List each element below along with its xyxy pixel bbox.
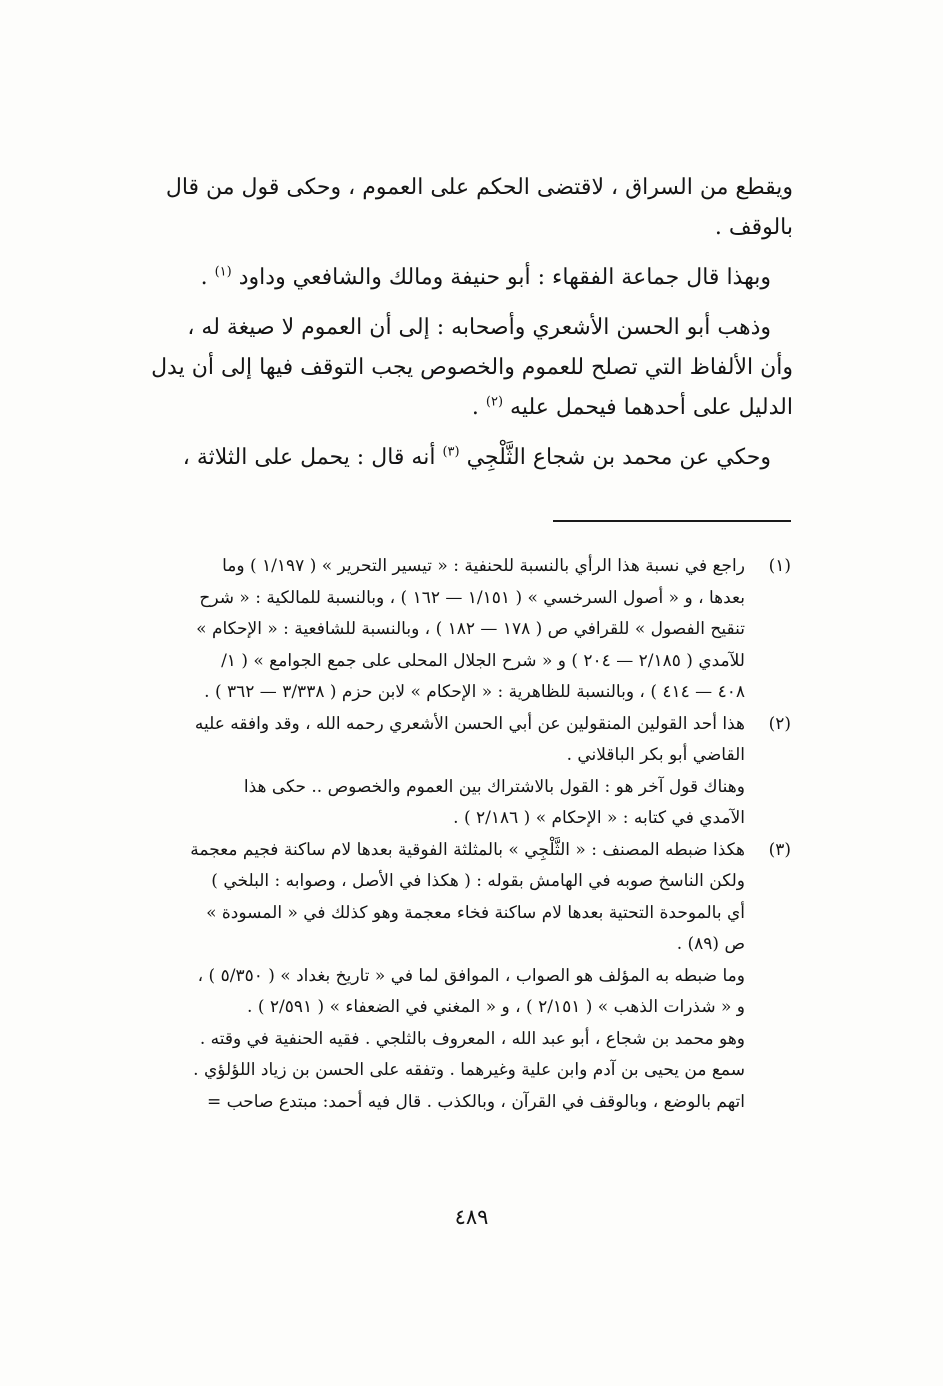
footnote-number: (١) bbox=[768, 556, 791, 576]
text-line: وحكي عن محمد بن شجاع الثَّلْجِي bbox=[466, 445, 771, 470]
footnote-1 bbox=[154, 551, 791, 709]
footnote-line: هكذا ضبطه المصنف : « الثَّلْجِي » بالمثلثة الفوقية بعدها لام ساكنة فجيم معجمة bbox=[190, 839, 745, 860]
text-line: وذهب أبو الحسن الأشعري وأصحابه : إلى أن العموم لا صيغة له ، bbox=[187, 315, 771, 340]
page-number: ٤٨٩ bbox=[454, 1205, 489, 1229]
footnote-line: وهو محمد بن شجاع ، أبو عبد الله ، المعروف بالثلجي . فقيه الحنفية في وقته . bbox=[199, 1028, 745, 1049]
text-line: الدليل على أحدهما فيحمل عليه bbox=[510, 395, 793, 420]
text-line: ويقطع من السراق ، لاقتضى الحكم على العموم ، وحكى قول من قال bbox=[165, 175, 793, 200]
footnote-line: ص (٨٩) . bbox=[676, 934, 745, 954]
footnote-number: (٣) bbox=[768, 839, 791, 860]
text-line: بالوقف . bbox=[714, 215, 793, 240]
paragraph-2 bbox=[151, 258, 793, 298]
footnotes bbox=[154, 551, 791, 1118]
text-line: أنه قال : يحمل على الثلاثة ، bbox=[182, 445, 436, 470]
footnote-ref: (١) bbox=[214, 264, 232, 280]
footnote-line: ولكن الناسخ صوبه في الهامش بقوله : ( هكذا في الأصل ، وصوابه : البلخي ) bbox=[211, 871, 745, 891]
footnote-line: وما ضبطه به المؤلف هو الصواب ، الموافق لما في « تاريخ بغداد » ( ٥/٣٥٠ ) ، bbox=[197, 965, 745, 986]
text-line: . bbox=[471, 395, 479, 420]
footnote-ref: (٢) bbox=[485, 394, 504, 410]
footnote-line: وهناك قول آخر هو : القول بالاشتراك بين العموم والخصوص .. حكى هذا bbox=[243, 776, 745, 797]
footnote-line: تنقيح الفصول » للقرافي ص ( ١٧٨ — ١٨٢ ) ، وبالنسبة للشافعية : « الإحكام » bbox=[196, 619, 745, 639]
footnote-2 bbox=[154, 709, 791, 835]
text-line: وأن الألفاظ التي تصلح للعموم والخصوص يجب التوقف فيها إلى أن يدل bbox=[151, 355, 793, 380]
paragraph-1 bbox=[151, 168, 793, 248]
footnote-line: هذا أحد القولين المنقولين عن أبي الحسن الأشعري رحمه الله ، وقد وافقه عليه bbox=[194, 713, 745, 734]
text-line: . bbox=[200, 265, 208, 290]
paragraph-3 bbox=[151, 308, 793, 428]
footnote-number: (٢) bbox=[768, 713, 791, 734]
paragraph-4 bbox=[151, 438, 793, 478]
footnote-line: سمع من يحيى بن آدم وابن علية وغيرهما . وتفقه على الحسن بن زياد اللؤلؤي . bbox=[193, 1060, 745, 1080]
footnote-line: بعدها ، و « أصول السرخسي » ( ١/١٥١ — ١٦٢ ) ، وبالنسبة للمالكية : « شرح bbox=[199, 587, 745, 608]
footnote-line: ٤٠٨ — ٤١٤ ) ، وبالنسبة للظاهرية : « الإحكام » لابن حزم ( ٣/٣٣٨ — ٣٦٢ ) . bbox=[204, 682, 745, 702]
text-line: وبهذا قال جماعة الفقهاء : أبو حنيفة ومالك والشافعي وداود bbox=[238, 265, 771, 290]
main-text bbox=[151, 168, 793, 488]
footnote-line: و « شذرات الذهب » ( ٢/١٥١ ) ، و « المغني في الضعفاء » ( ٢/٥٩١ ) . bbox=[247, 997, 745, 1017]
footnote-3 bbox=[154, 835, 791, 1119]
footnote-line: الآمدي في كتابه : « الإحكام » ( ٢/١٨٦ ) . bbox=[453, 808, 745, 828]
footnote-line: اتهم بالوضع ، وبالوقف في القرآن ، وبالكذب . قال فيه أحمد: مبتدع صاحب = bbox=[206, 1091, 745, 1112]
footnote-divider bbox=[553, 520, 791, 522]
footnote-ref: (٣) bbox=[442, 444, 460, 460]
footnote-line: أي بالموحدة التحتية بعدها لام ساكنة فخاء معجمة وهو كذلك في « المسودة » bbox=[206, 902, 745, 923]
footnote-line: القاضي أبو بكر الباقلاني . bbox=[566, 745, 745, 765]
footnote-line: للآمدي ( ٢/١٨٥ — ٢٠٤ ) و « شرح الجلال المحلى على جمع الجوامع » ( ١/ bbox=[221, 650, 745, 671]
footnote-line: راجع في نسبة هذا الرأي بالنسبة للحنفية : « تيسير التحرير » ( ١/١٩٧ ) وما bbox=[222, 556, 745, 576]
